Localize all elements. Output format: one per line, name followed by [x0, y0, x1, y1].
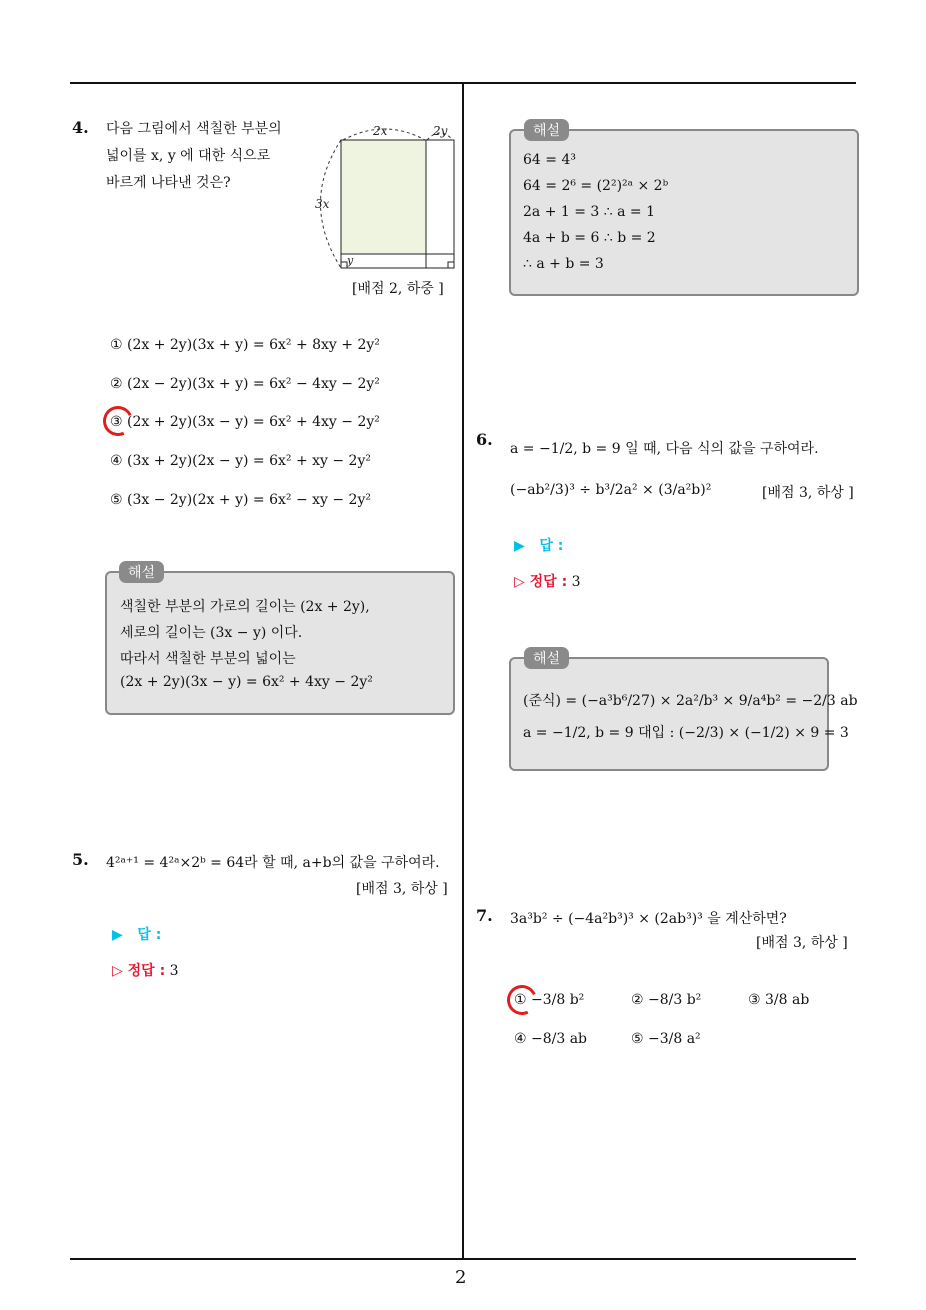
q5-score: [배점 3, 하상 ]: [356, 881, 448, 897]
q4-explanation-line-4: (2x + 2y)(3x − y) = 6x² + 4xy − 2y²: [120, 674, 373, 690]
label-2y: 2y: [433, 124, 448, 138]
hollow-arrow-icon: ▷: [112, 963, 128, 979]
q5-explanation-line-2: 64 = 2⁶ = (2²)²ᵃ × 2ᵇ: [523, 178, 669, 194]
q4-text-line-2: 넓이를 x, y 에 대한 식으로: [106, 148, 271, 164]
label-3x: 3x: [315, 197, 330, 211]
q6-correct-answer: ▷ 정답 : 3: [514, 574, 581, 590]
q6-explanation-box: [509, 657, 829, 771]
q7-score: [배점 3, 하상 ]: [756, 935, 848, 951]
q4-choice-3[interactable]: ③ (2x + 2y)(3x − y) = 6x² + 4xy − 2y²: [110, 414, 380, 430]
q7-choice-2[interactable]: ② −8/3 b²: [631, 992, 702, 1008]
q5-explanation-line-4: 4a + b = 6 ∴ b = 2: [523, 230, 656, 246]
label-2x: 2x: [373, 124, 388, 138]
q4-explanation-tag: 해설: [119, 561, 164, 583]
q7-choice-3[interactable]: ③ 3/8 ab: [748, 992, 810, 1008]
q5-explanation-line-1: 64 = 4³: [523, 152, 576, 168]
q7-correct-mark: [503, 981, 541, 1019]
q4-explanation-line-2: 세로의 길이는 (3x − y) 이다.: [120, 625, 303, 641]
q6-expression: (−ab²/3)³ ÷ b³/2a² × (3/a²b)²: [510, 482, 712, 498]
q6-score: [배점 3, 하상 ]: [762, 485, 854, 501]
q6-number: 6.: [476, 430, 493, 449]
q6-explanation-line-1: (준식) = (−a³b⁶/27) × 2a²/b³ × 9/a⁴b² = −2/3 ab: [523, 693, 858, 709]
q6-text: a = −1/2, b = 9 일 때, 다음 식의 값을 구하여라.: [510, 441, 819, 457]
q4-choice-5[interactable]: ⑤ (3x − 2y)(2x + y) = 6x² − xy − 2y²: [110, 492, 371, 508]
q5-text: 4²ᵃ⁺¹ = 4²ᵃ×2ᵇ = 64라 할 때, a+b의 값을 구하여라.: [106, 855, 440, 871]
shaded-region: [341, 140, 426, 254]
q4-number: 4.: [72, 118, 89, 137]
bottom-rule: [70, 1258, 856, 1260]
q4-explanation-line-1: 색칠한 부분의 가로의 길이는 (2x + 2y),: [120, 599, 370, 615]
q4-correct-mark: [99, 402, 137, 440]
q4-score: [배점 2, 하중 ]: [352, 281, 444, 297]
play-arrow-icon: ▶: [514, 538, 525, 554]
hollow-arrow-icon: ▷: [514, 574, 530, 590]
q6-explanation-tag: 해설: [524, 647, 569, 669]
q4-text-line-3: 바르게 나타낸 것은?: [106, 175, 231, 191]
play-arrow-icon: ▶: [112, 927, 123, 943]
page-number: 2: [455, 1267, 467, 1288]
q5-explanation-tag: 해설: [524, 119, 569, 141]
q4-text-line-1: 다음 그림에서 색칠한 부분의: [106, 121, 282, 137]
q4-explanation-box: [105, 571, 455, 715]
q4-explanation-line-3: 따라서 색칠한 부분의 넓이는: [120, 651, 296, 667]
q7-choice-4[interactable]: ④ −8/3 ab: [514, 1031, 588, 1047]
q7-number: 7.: [476, 906, 493, 925]
q4-choice-1[interactable]: ① (2x + 2y)(3x + y) = 6x² + 8xy + 2y²: [110, 337, 380, 353]
q5-number: 5.: [72, 850, 89, 869]
q7-choice-1[interactable]: ① −3/8 b²: [514, 992, 585, 1008]
q5-correct-answer: ▷ 정답 : 3: [112, 963, 179, 979]
q7-text: 3a³b² ÷ (−4a²b³)³ × (2ab³)³ 을 계산하면?: [510, 911, 787, 927]
q4-rectangle-figure: [305, 118, 470, 273]
q5-explanation-line-5: ∴ a + b = 3: [523, 256, 604, 272]
q4-choice-4[interactable]: ④ (3x + 2y)(2x − y) = 6x² + xy − 2y²: [110, 453, 371, 469]
q4-choice-2[interactable]: ② (2x − 2y)(3x + y) = 6x² − 4xy − 2y²: [110, 376, 380, 392]
q6-explanation-line-2: a = −1/2, b = 9 대입 : (−2/3) × (−1/2) × 9 = 3: [523, 725, 849, 741]
q7-choice-5[interactable]: ⑤ −3/8 a²: [631, 1031, 701, 1047]
q6-answer-label: ▶ 답 :: [514, 538, 564, 554]
label-y: y: [347, 254, 354, 267]
q5-answer-label: ▶ 답 :: [112, 927, 162, 943]
q5-explanation-line-3: 2a + 1 = 3 ∴ a = 1: [523, 204, 656, 220]
